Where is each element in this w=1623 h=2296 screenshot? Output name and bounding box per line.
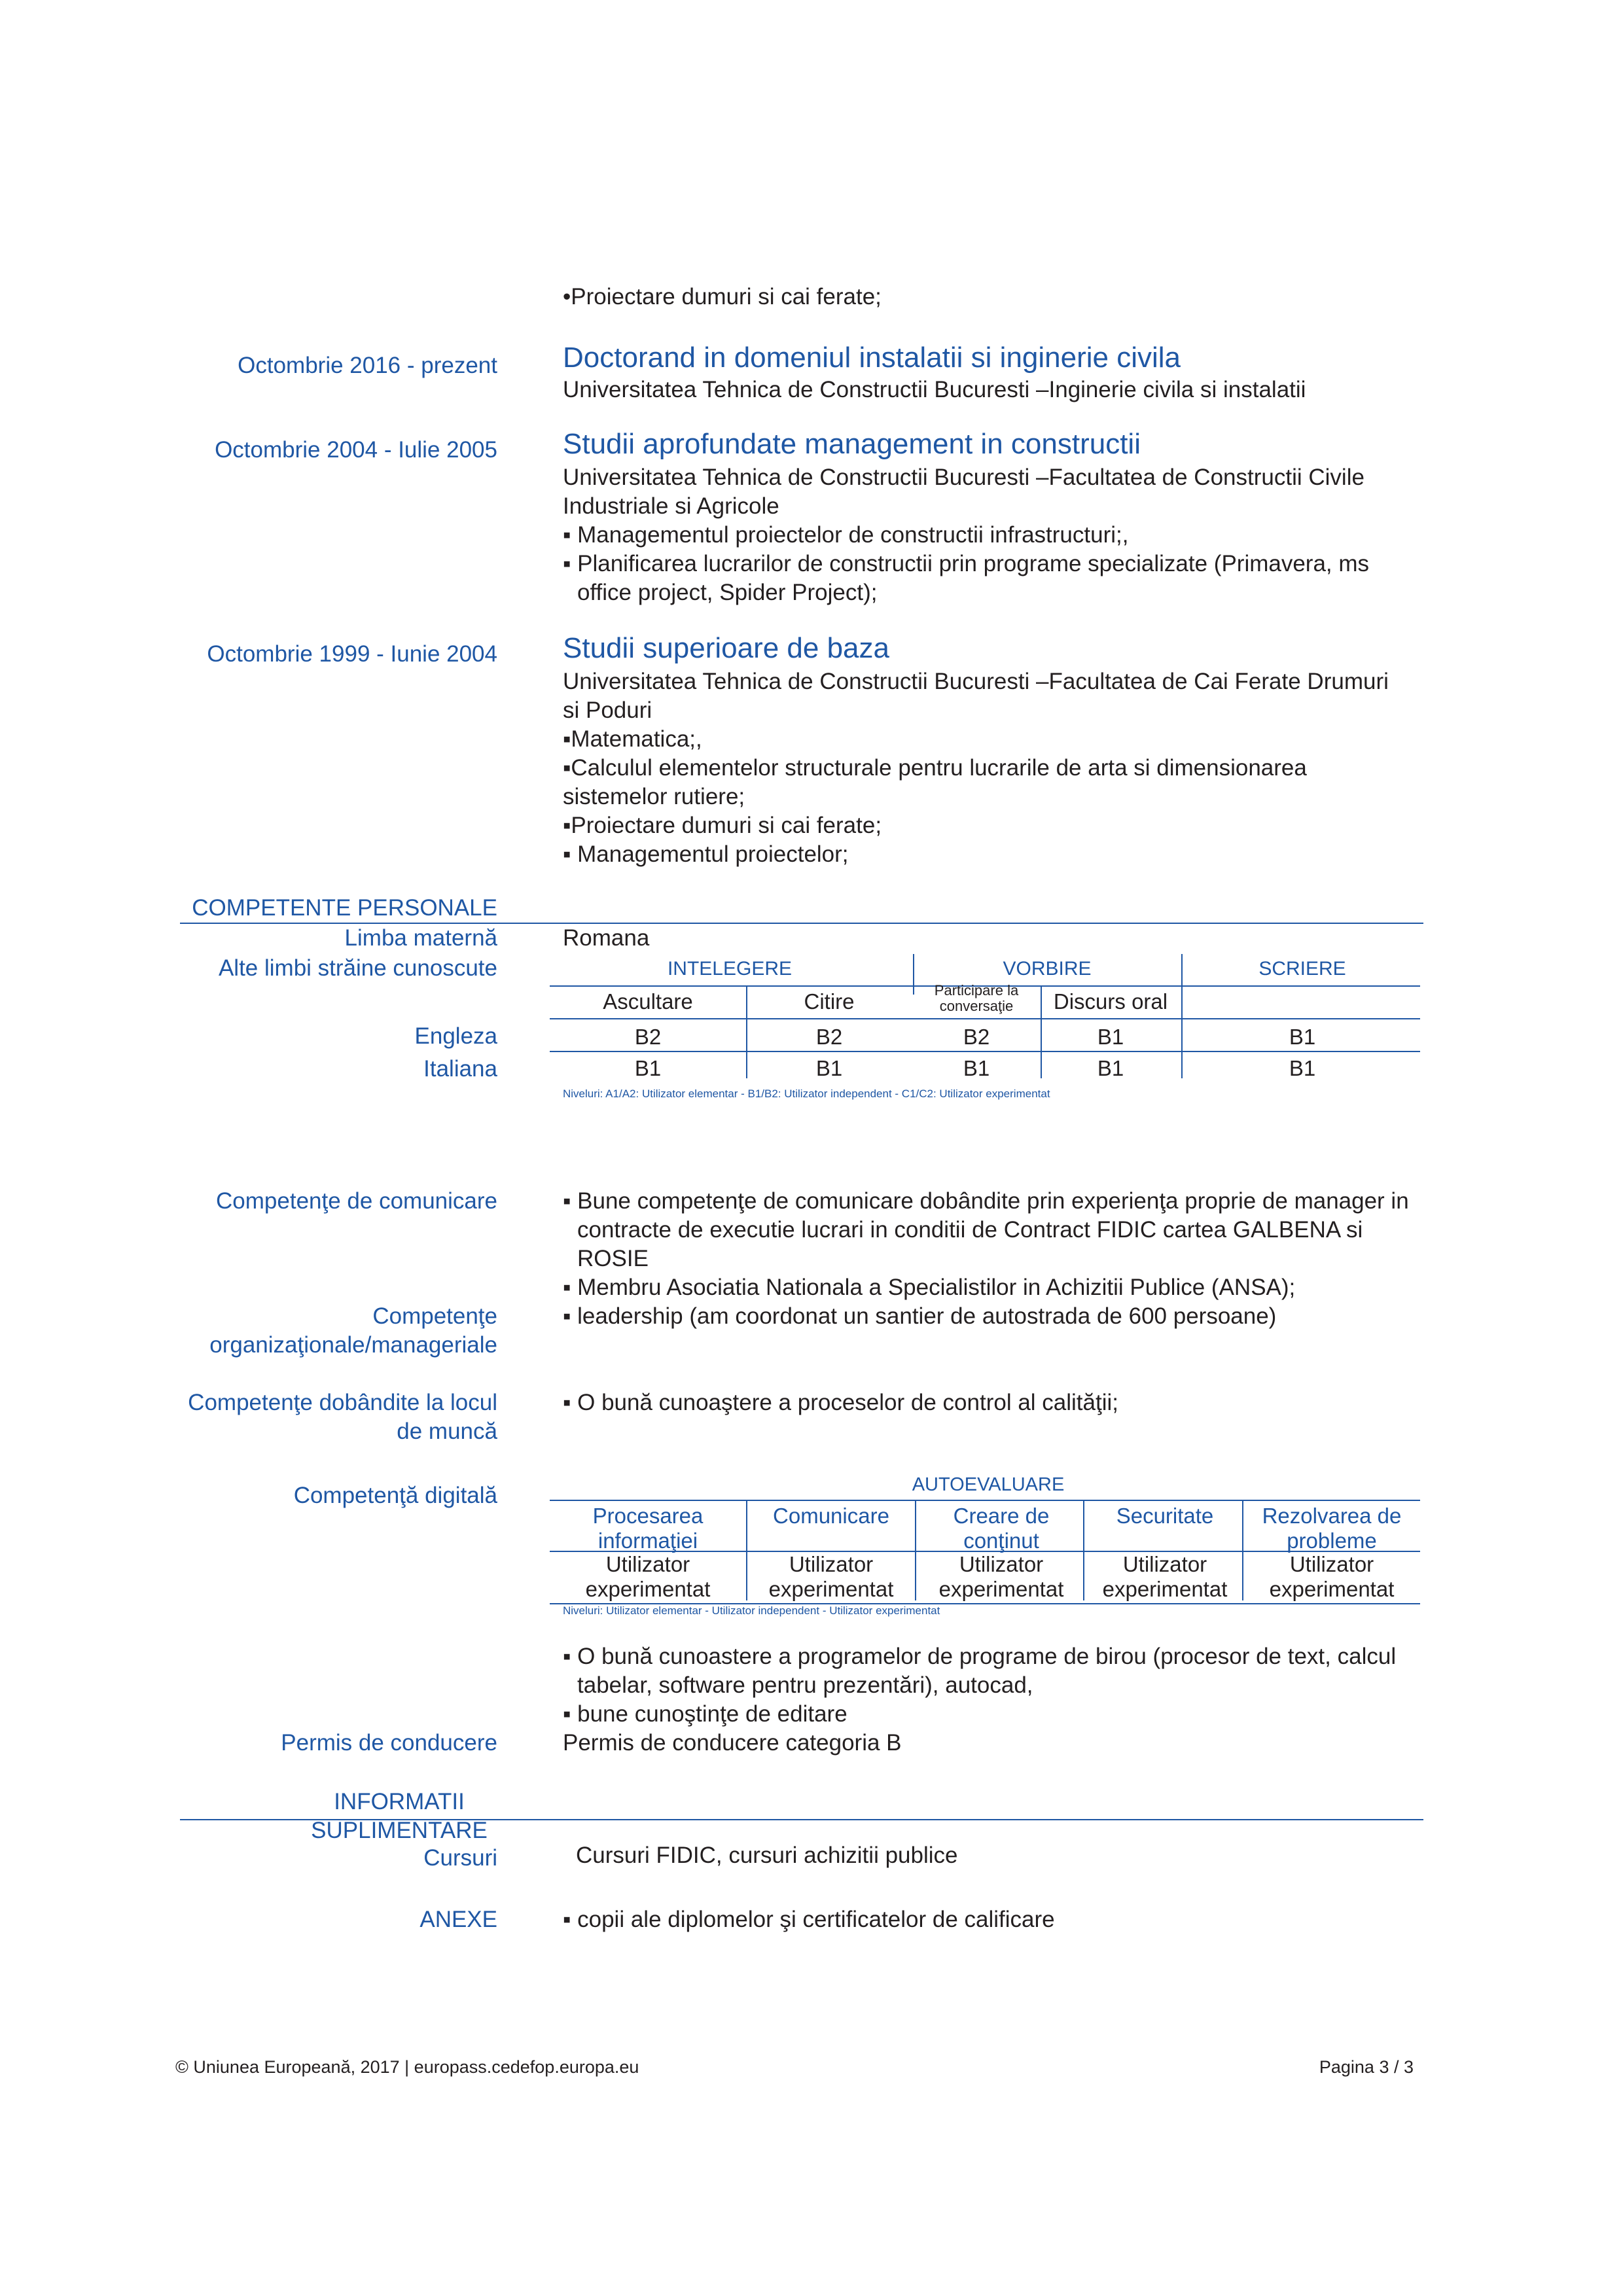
communication-label: Competenţe de comunicare: [216, 1188, 497, 1214]
education-date-3: Octombrie 1999 - Iunie 2004: [207, 641, 497, 667]
lang-2-value: B1: [634, 1056, 662, 1080]
section-additional-divider: [180, 1819, 1423, 1820]
digital-val-2: Utilizator experimentat: [768, 1552, 894, 1601]
group-scriere: SCRIERE: [1258, 958, 1346, 980]
education-bullet-2b: ▪ Planificarea lucrarilor de constructii prin programe specializate (Primavera, ms office project, Spider Project);: [563, 551, 1370, 605]
continued-item: •Proiectare dumuri si cai ferate;: [563, 284, 882, 309]
lang-2-value: B1: [815, 1056, 843, 1080]
lang-1-value: B1: [1097, 1025, 1124, 1049]
digital-item-1: ▪ O bună cunoastere a programelor de programe de birou (procesor de text, calcul tabelar, software pentru prezentări), autocad,: [563, 1644, 1397, 1698]
subhead-citire: Citire: [804, 989, 855, 1014]
section-personal-title: COMPETENTE PERSONALE: [192, 895, 497, 921]
mother-tongue-value: Romana: [563, 925, 650, 951]
lang-1-value: B2: [963, 1025, 990, 1049]
digital-val-5: Utilizator experimentat: [1269, 1552, 1395, 1601]
lang-row-2: Italiana: [423, 1056, 497, 1082]
subhead-ascultare: Ascultare: [603, 989, 693, 1014]
digital-val-1: Utilizator experimentat: [585, 1552, 711, 1601]
license-value: Permis de conducere categoria B: [563, 1730, 902, 1756]
communication-item-1: ▪ Bune competenţe de comunicare dobândite prin experienţa proprie de manager in contracte de executie lucrari in conditii de Contract FIDIC cartea GALBENA si ROSIE: [563, 1188, 1409, 1271]
lang-1-value: B1: [1289, 1025, 1316, 1049]
digital-col-5: Rezolvarea de probleme: [1262, 1504, 1402, 1553]
group-vorbire: VORBIRE: [1003, 958, 1092, 980]
courses-value: Cursuri FIDIC, cursuri achizitii publice: [576, 1843, 958, 1868]
communication-item-3: ▪ leadership (am coordonat un santier de autostrada de 600 persoane): [563, 1303, 1277, 1329]
lang-2-value: B1: [1289, 1056, 1316, 1080]
lang-1-value: B2: [634, 1025, 662, 1049]
digital-label: Competenţă digitală: [293, 1483, 497, 1508]
digital-col-4: Securitate: [1116, 1504, 1214, 1528]
lang-2-value: B1: [1097, 1056, 1124, 1080]
lang-row-1: Engleza: [414, 1023, 497, 1049]
digital-col-3: Creare de conţinut: [953, 1504, 1050, 1553]
digital-val-3: Utilizator experimentat: [938, 1552, 1064, 1601]
education-bullet-3c: ▪Proiectare dumuri si cai ferate;: [563, 813, 882, 838]
education-bullet-2a: ▪ Managementul proiectelor de constructii infrastructuri;,: [563, 522, 1129, 548]
education-title-1: Doctorand in domeniul instalatii si inginerie civila: [563, 342, 1181, 374]
education-bullet-3d: ▪ Managementul proiectelor;: [563, 841, 849, 867]
mother-tongue-label: Limba maternă: [344, 925, 497, 951]
education-title-3: Studii superioare de baza: [563, 632, 889, 664]
license-label: Permis de conducere: [281, 1730, 497, 1756]
job-skills-label: Competenţe dobândite la locul de muncă: [188, 1390, 497, 1444]
digital-col-1: Procesarea informaţiei: [592, 1504, 704, 1553]
courses-label: Cursuri: [423, 1845, 497, 1871]
subhead-discurs: Discurs oral: [1053, 989, 1168, 1014]
digital-header: AUTOEVALUARE: [912, 1474, 1065, 1495]
subhead-participare: Participare la conversaţie: [934, 982, 1019, 1014]
education-detail-1: Universitatea Tehnica de Constructii Bucuresti –Inginerie civila si instalatii: [563, 377, 1306, 402]
annexes-label: ANEXE: [419, 1907, 497, 1932]
group-intelegere: INTELEGERE: [667, 958, 793, 980]
digital-col-2: Comunicare: [773, 1504, 889, 1528]
education-detail-2: Universitatea Tehnica de Constructii Bucuresti –Facultatea de Constructii Civile Industriale si Agricole: [563, 465, 1364, 519]
lang-1-value: B2: [815, 1025, 843, 1049]
other-languages-label: Alte limbi străine cunoscute: [218, 955, 497, 981]
section-additional-title: INFORMATII SUPLIMENTARE: [311, 1789, 488, 1843]
communication-item-2: ▪ Membru Asociatia Nationala a Specialistilor in Achizitii Publice (ANSA);: [563, 1275, 1296, 1300]
digital-levels-note: Niveluri: Utilizator elementar - Utilizator independent - Utilizator experimentat: [563, 1604, 940, 1617]
digital-val-4: Utilizator experimentat: [1102, 1552, 1228, 1601]
organizational-label: Competenţe organizaţionale/manageriale: [209, 1303, 497, 1358]
lang-2-value: B1: [963, 1056, 990, 1080]
education-date-1: Octombrie 2016 - prezent: [238, 353, 497, 378]
education-title-2: Studii aprofundate management in constructii: [563, 428, 1141, 460]
footer-copyright: © Uniunea Europeană, 2017 | europass.cedefop.europa.eu: [175, 2057, 639, 2077]
education-detail-3: Universitatea Tehnica de Constructii Bucuresti –Facultatea de Cai Ferate Drumuri si Poduri: [563, 669, 1389, 723]
footer-page-number: Pagina 3 / 3: [1319, 2057, 1414, 2077]
education-bullet-3a: ▪Matematica;,: [563, 726, 702, 752]
education-date-2: Octombrie 2004 - Iulie 2005: [215, 437, 497, 463]
annexes-value: ▪ copii ale diplomelor şi certificatelor de calificare: [563, 1907, 1055, 1932]
job-skills-item: ▪ O bună cunoaştere a proceselor de control al calităţii;: [563, 1390, 1118, 1415]
education-bullet-3b: ▪Calculul elementelor structurale pentru lucrarile de arta si dimensionarea sistemelor rutiere;: [563, 755, 1307, 809]
language-levels-note: Niveluri: A1/A2: Utilizator elementar - B1/B2: Utilizator independent - C1/C2: Utilizator experimentat: [563, 1087, 1050, 1100]
digital-item-2: ▪ bune cunoştinţe de editare: [563, 1701, 847, 1727]
